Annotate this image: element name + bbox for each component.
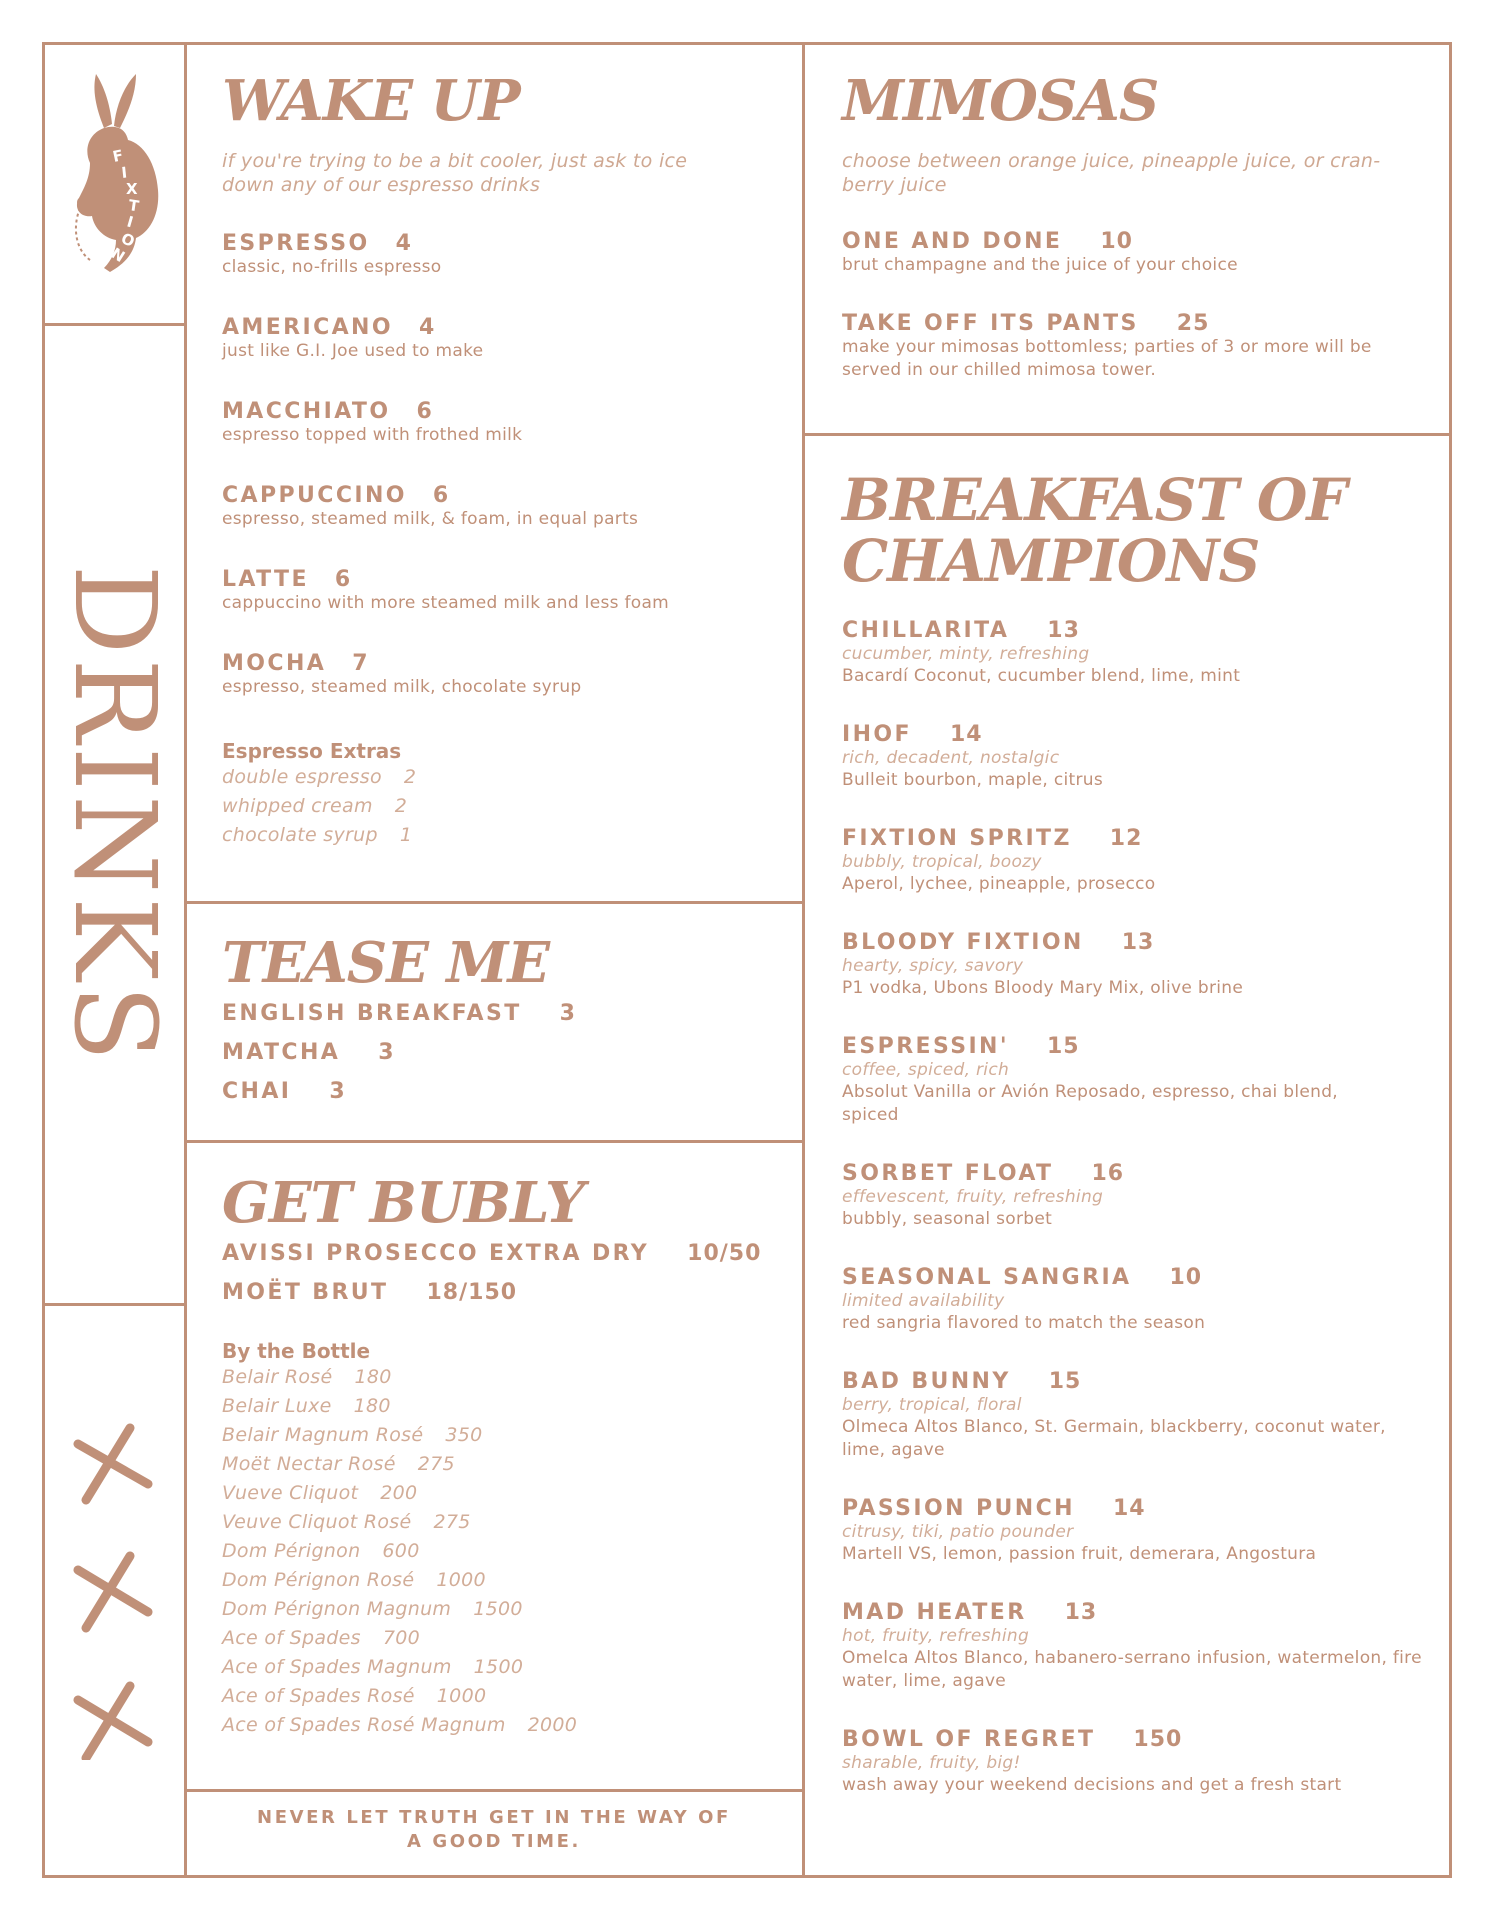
item-price: 150 (1133, 1726, 1183, 1752)
rabbit-logo (60, 68, 170, 283)
bottle-price: 350 (445, 1423, 483, 1446)
item-name: MACCHIATO (222, 398, 391, 424)
item-name: BAD BUNNY (842, 1368, 1011, 1394)
tease-me-section (222, 930, 782, 1112)
bottle-price: 1500 (473, 1655, 524, 1678)
extra-item (222, 763, 782, 792)
item-price: 16 (1091, 1160, 1125, 1186)
menu-item (222, 1235, 792, 1274)
bottle-name: Vueve Cliquot (222, 1481, 359, 1504)
extra-item (222, 821, 782, 850)
tagline (186, 1806, 802, 1854)
bottle-item (222, 1421, 792, 1450)
item-price: 3 (378, 1039, 395, 1065)
menu-item (222, 567, 782, 615)
bottle-heading: By the Bottle (222, 1338, 371, 1363)
extra-name: whipped cream (222, 794, 373, 817)
item-desc: classic, no-frills espresso (222, 256, 442, 277)
bottle-name: Veuve Cliquot Rosé (222, 1510, 412, 1533)
breakfast-section (842, 466, 1432, 1797)
item-desc: espresso, steamed milk, chocolate syrup (222, 676, 582, 697)
menu-item (842, 229, 1432, 277)
bottle-price: 180 (353, 1394, 391, 1417)
menu-item (222, 483, 782, 531)
item-name: ENGLISH BREAKFAST (222, 1000, 522, 1026)
bottle-price: 700 (382, 1626, 421, 1649)
bottle-item (222, 1682, 792, 1711)
svg-text:O: O (118, 229, 138, 251)
item-price: 6 (416, 398, 433, 424)
section-title: WAKE UP (222, 68, 520, 134)
bottle-item (222, 1537, 792, 1566)
svg-text:T: T (127, 196, 141, 216)
item-tag: hot, fruity, refreshing (842, 1625, 1030, 1646)
item-price: 18/150 (426, 1279, 518, 1305)
section-title: GET BUBLY (222, 1170, 584, 1236)
item-name: TAKE OFF ITS PANTS (842, 310, 1139, 336)
bottle-price: 600 (382, 1539, 420, 1562)
item-price: 6 (334, 566, 352, 592)
menu-item (842, 1265, 1432, 1335)
bottle-name: Dom Pérignon Rosé (222, 1568, 415, 1591)
bottle-price: 180 (354, 1365, 392, 1388)
item-tag: coffee, spiced, rich (842, 1059, 1010, 1080)
get-bubly-section (222, 1170, 792, 1740)
item-desc: espresso, steamed milk, & foam, in equal parts (222, 508, 639, 529)
item-tag: sharable, fruity, big! (842, 1752, 1021, 1773)
item-desc: Bulleit bourbon, maple, citrus (842, 769, 1103, 790)
item-price: 13 (1064, 1599, 1098, 1625)
item-name: MOËT BRUT (222, 1279, 389, 1305)
item-price: 3 (329, 1078, 346, 1104)
item-price: 14 (949, 721, 983, 747)
cocktail-list (842, 618, 1432, 1797)
bottle-price: 1500 (473, 1597, 523, 1620)
item-desc: Omelca Altos Blanco, habanero-serrano infusion, watermelon, fire water, lime, agave (842, 1647, 1422, 1691)
item-desc: red sangria flavored to match the season (842, 1312, 1206, 1333)
bottle-name: Ace of Spades Rosé Magnum (222, 1713, 506, 1736)
menu-item (842, 1161, 1432, 1231)
item-desc: bubbly, seasonal sorbet (842, 1208, 1053, 1229)
item-desc: Absolut Vanilla or Avión Reposado, espresso, chai blend, spiced (842, 1081, 1339, 1125)
rule-wake-tease (186, 901, 803, 904)
item-name: BOWL OF REGRET (842, 1726, 1096, 1752)
bottle-item (222, 1653, 792, 1682)
item-tag: berry, tropical, floral (842, 1394, 1022, 1415)
bottle-price: 275 (417, 1452, 455, 1475)
bottle-name: Ace of Spades (222, 1626, 361, 1649)
section-title: MIMOSAS (842, 68, 1159, 134)
bottle-name: Belair Magnum Rosé (222, 1423, 424, 1446)
menu-item (222, 315, 782, 363)
rule-tease-bubly (186, 1140, 803, 1143)
bottle-name: Dom Pérignon Magnum (222, 1597, 452, 1620)
sidebar-rule-bottom (42, 1303, 185, 1306)
bottle-name: Ace of Spades Rosé (222, 1684, 415, 1707)
bottle-item (222, 1566, 792, 1595)
menu-item (842, 311, 1432, 382)
bottle-item (222, 1363, 792, 1392)
menu-item (222, 1034, 782, 1073)
bottle-name: Belair Rosé (222, 1365, 333, 1388)
item-price: 15 (1048, 1368, 1082, 1394)
bottle-item (222, 1508, 792, 1537)
menu-item (222, 651, 782, 699)
item-name: AVISSI PROSECCO EXTRA DRY (222, 1240, 650, 1266)
menu-item (842, 1034, 1432, 1127)
bottle-item (222, 1392, 792, 1421)
menu-item (842, 930, 1432, 1000)
svg-text:I: I (120, 163, 128, 182)
item-name: ESPRESSIN' (842, 1033, 1009, 1059)
extra-price: 2 (394, 794, 408, 817)
item-tag: effevescent, fruity, refreshing (842, 1186, 1104, 1207)
menu-item (842, 1369, 1432, 1462)
bottle-item (222, 1595, 792, 1624)
sidebar-divider (184, 42, 187, 1878)
svg-text:F: F (111, 146, 125, 166)
menu-item (842, 1600, 1432, 1693)
extra-name: chocolate syrup (222, 823, 378, 846)
item-name: ONE AND DONE (842, 228, 1063, 254)
item-tag: cucumber, minty, refreshing (842, 643, 1090, 664)
tagline-line1: NEVER LET TRUTH GET IN THE WAY OF (257, 1807, 731, 1828)
item-desc: espresso topped with frothed milk (222, 424, 523, 445)
item-tag: hearty, spicy, savory (842, 955, 1024, 976)
section-title-line2: CHAMPIONS (842, 526, 1260, 595)
item-name: LATTE (222, 566, 309, 592)
x-marks (68, 1420, 158, 1760)
item-price: 6 (432, 482, 450, 508)
bottle-price: 275 (433, 1510, 471, 1533)
bottle-price: 200 (380, 1481, 418, 1504)
bottle-name: Belair Luxe (222, 1394, 332, 1417)
extra-name: double espresso (222, 765, 382, 788)
item-name: SEASONAL SANGRIA (842, 1264, 1132, 1290)
item-desc: wash away your weekend decisions and get a fresh start (842, 1774, 1342, 1795)
item-price: 4 (418, 314, 436, 340)
menu-item (222, 1073, 782, 1112)
rule-bubly-tagline (186, 1789, 803, 1792)
menu-item (842, 1496, 1432, 1566)
bottle-price: 1000 (436, 1684, 487, 1707)
bottle-name: Dom Pérignon (222, 1539, 361, 1562)
item-price: 13 (1121, 929, 1155, 955)
menu-item (842, 826, 1432, 896)
item-name: CHAI (222, 1078, 292, 1104)
item-price: 12 (1109, 825, 1143, 851)
side-label: DRINKS (49, 564, 179, 1066)
item-price: 15 (1047, 1033, 1080, 1059)
bottle-item (222, 1479, 792, 1508)
menu-item (222, 231, 782, 279)
item-price: 7 (352, 650, 369, 676)
item-price: 4 (395, 230, 412, 256)
item-price: 14 (1112, 1495, 1146, 1521)
item-name: PASSION PUNCH (842, 1495, 1075, 1521)
menu-item (842, 722, 1432, 792)
mimosas-section (842, 68, 1432, 382)
item-name: MOCHA (222, 650, 327, 676)
extra-price: 1 (399, 823, 413, 846)
bottle-price: 2000 (527, 1713, 578, 1736)
item-name: ESPRESSO (222, 230, 370, 256)
item-price: 13 (1047, 617, 1080, 643)
svg-text:I: I (124, 212, 136, 232)
menu-item (222, 1274, 792, 1313)
item-desc: make your mimosas bottomless; parties of 3 or more will be served in our chilled mimosa tower. (842, 336, 1372, 380)
item-name: CAPPUCCINO (222, 482, 407, 508)
item-desc: brut champagne and the juice of your choice (842, 254, 1238, 275)
item-tag: bubbly, tropical, boozy (842, 851, 1042, 872)
item-price: 10 (1169, 1264, 1203, 1290)
item-name: BLOODY FIXTION (842, 929, 1084, 955)
bottle-item (222, 1711, 792, 1740)
svg-text:X: X (126, 180, 138, 198)
item-desc: Bacardí Coconut, cucumber blend, lime, mint (842, 665, 1241, 686)
item-name: IHOF (842, 721, 912, 747)
item-name: AMERICANO (222, 314, 393, 340)
side-label-wrap (49, 560, 179, 1070)
bottle-name: Ace of Spades Magnum (222, 1655, 452, 1678)
item-tag: citrusy, tiki, patio pounder (842, 1521, 1074, 1542)
menu-item (842, 1727, 1432, 1797)
item-price: 25 (1176, 310, 1210, 336)
rule-mimosa-breakfast (804, 433, 1450, 436)
item-name: MATCHA (222, 1039, 341, 1065)
item-desc: just like G.I. Joe used to make (222, 340, 484, 361)
item-desc: Aperol, lychee, pineapple, prosecco (842, 873, 1156, 894)
item-desc: Martell VS, lemon, passion fruit, demerara, Angostura (842, 1543, 1317, 1564)
sidebar-rule-top (42, 323, 185, 326)
menu-item (222, 995, 782, 1034)
tea-list (222, 995, 782, 1112)
section-intro: if you're trying to be a bit cooler, just ask to ice down any of our espresso drinks (222, 149, 688, 196)
section-title-line1: BREAKFAST OF (842, 466, 1347, 534)
item-name: MAD HEATER (842, 1599, 1027, 1625)
wake-up-section (222, 68, 782, 850)
item-price: 10 (1100, 228, 1133, 254)
bottle-item (222, 1624, 792, 1653)
item-name: FIXTION SPRITZ (842, 825, 1072, 851)
bottle-item (222, 1450, 792, 1479)
extra-item (222, 792, 782, 821)
svg-text:N: N (107, 244, 129, 267)
extras-heading: Espresso Extras (222, 738, 402, 763)
item-name: CHILLARITA (842, 617, 1010, 643)
bottle-list (222, 1363, 792, 1740)
item-tag: rich, decadent, nostalgic (842, 747, 1060, 768)
menu-item (222, 399, 782, 447)
section-intro-line1: choose between orange juice, pineapple juice, or cran- (842, 149, 1381, 172)
section-intro-line2: berry juice (842, 173, 947, 196)
item-price: 3 (559, 1000, 576, 1026)
item-desc: cappuccino with more steamed milk and less foam (222, 592, 670, 613)
section-title: TEASE ME (222, 930, 550, 996)
rabbit-icon (60, 68, 170, 283)
item-price: 10/50 (687, 1240, 762, 1266)
tagline-line2: A GOOD TIME. (406, 1831, 581, 1852)
x-marks-icon (68, 1420, 158, 1760)
extra-price: 2 (403, 765, 417, 788)
menu-item (842, 618, 1432, 688)
column-divider (802, 42, 805, 1878)
bottle-price: 1000 (436, 1568, 486, 1591)
sparkling-list (222, 1235, 792, 1313)
item-desc: Olmeca Altos Blanco, St. Germain, blackberry, coconut water, lime, agave (842, 1416, 1386, 1460)
bottle-name: Moët Nectar Rosé (222, 1452, 396, 1475)
item-name: SORBET FLOAT (842, 1160, 1054, 1186)
item-tag: limited availability (842, 1290, 1005, 1311)
item-desc: P1 vodka, Ubons Bloody Mary Mix, olive brine (842, 977, 1244, 998)
